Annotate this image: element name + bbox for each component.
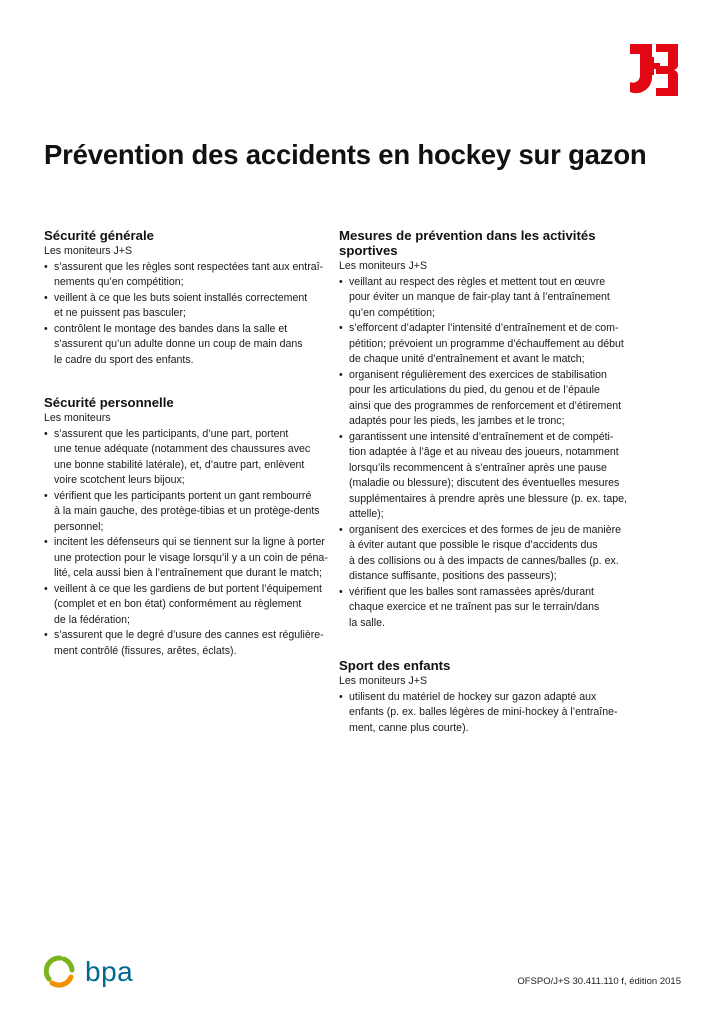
bullet-icon: • xyxy=(339,585,343,598)
bullet-list xyxy=(339,275,629,632)
bullet-icon: • xyxy=(339,322,343,334)
list-item xyxy=(44,291,334,322)
list-item xyxy=(44,322,334,369)
section-heading: Sécurité personnelle xyxy=(44,395,174,410)
js-logo xyxy=(628,44,680,96)
list-item-text: s’assurent que les règles sont respectées tant aux entraî- nements qu’en compétition; xyxy=(54,260,324,288)
section-intro: Les moniteurs J+S xyxy=(44,245,133,257)
list-item-text: incitent les défenseurs qui se tiennent sur la ligne à porter une protection pour le visage lorsqu’il y a un coin de péna- lité, cela aussi bien à l’entraînement que durant le match; xyxy=(54,536,328,579)
list-item-text: veillent à ce que les buts soient installés correctement et ne puissent pas basculer; xyxy=(54,291,308,319)
list-item-text: veillant au respect des règles et mettent tout en œuvre pour éviter un manque de fair-play tant à l’entraînement qu’en compétition; xyxy=(349,275,610,319)
list-item-text: contrôlent le montage des bandes dans la salle et s’assurent qu’un adulte donne un coup de main dans le cadre du sport des enfants. xyxy=(54,322,303,366)
section xyxy=(44,395,334,659)
bullet-icon: • xyxy=(339,368,343,381)
list-item xyxy=(44,582,334,629)
list-item-text: garantissent une intensité d’entraînement et de compéti- tion adaptée à l’âge et au niveau des joueurs, notamment lorsqu’ils recommencent à s’entraîner après une pause (maladie ou blessure); discutent des éventuelles mesures supplémentaires à prendre après une blessure (p. ex. tape, attelle); xyxy=(349,430,627,520)
list-item xyxy=(44,628,334,659)
bullet-icon: • xyxy=(44,427,48,440)
document-reference: OFSPO/J+S 30.411.110 f, édition 2015 xyxy=(517,976,681,987)
list-item xyxy=(339,368,629,430)
bullet-icon: • xyxy=(339,430,343,443)
list-item-text: vérifient que les balles sont ramassées après/durant chaque exercice et ne traînent pas sur le terrain/dans la salle. xyxy=(349,585,600,629)
bullet-icon: • xyxy=(44,291,48,304)
section-intro: Les moniteurs J+S xyxy=(339,675,428,687)
list-item-text: organisent des exercices et des formes de jeu de manière à éviter autant que possible le risque d’accidents dus à des collisions ou à des impacts de cannes/balles (p. ex. distance suffisante, positions des passeurs); xyxy=(349,523,622,582)
section-heading: Mesures de prévention dans les activités sportives xyxy=(339,228,596,258)
bullet-icon: • xyxy=(44,536,48,548)
list-item xyxy=(339,430,629,523)
list-item xyxy=(339,690,629,737)
list-item-text: utilisent du matériel de hockey sur gazon adapté aux enfants (p. ex. balles légères de mini-hockey à l’entraîne- ment, canne plus courte). xyxy=(349,690,618,734)
section-heading: Sport des enfants xyxy=(339,658,451,673)
bullet-list xyxy=(44,427,334,660)
bullet-icon: • xyxy=(44,629,48,641)
bullet-icon: • xyxy=(339,690,343,703)
bpa-logo-icon xyxy=(44,955,76,989)
section-intro: Les moniteurs xyxy=(44,412,111,424)
list-item xyxy=(339,523,629,585)
list-item xyxy=(339,321,629,368)
section-intro: Les moniteurs J+S xyxy=(339,260,428,272)
page-title: Prévention des accidents en hockey sur gazon xyxy=(44,139,647,170)
bpa-brand: bpa xyxy=(85,956,134,987)
list-item-text: s’assurent que les participants, d’une part, portent une tenue adéquate (notamment des chaussures avec une bonne stabilité latérale), et, d’autre part, enlèvent voire scotchent leurs bijoux; xyxy=(54,427,311,486)
list-item xyxy=(44,260,334,291)
list-item xyxy=(44,535,334,582)
section xyxy=(44,228,334,368)
bullet-icon: • xyxy=(44,260,48,273)
list-item xyxy=(339,275,629,322)
section-heading: Sécurité générale xyxy=(44,228,154,243)
left-column xyxy=(44,228,334,686)
list-item-text: organisent régulièrement des exercices de stabilisation pour les articulations du pied, du genou et de l’épaule ainsi que des programmes de renforcement et d’étirement adaptés pour les pieds, les jambes et le tronc; xyxy=(349,368,622,427)
list-item-text: vérifient que les participants portent un gant rembourré à la main gauche, des protège-tibias et un protège-dents personnel; xyxy=(54,489,320,533)
bullet-icon: • xyxy=(44,489,48,502)
bullet-icon: • xyxy=(44,582,48,595)
bullet-icon: • xyxy=(339,275,343,288)
section xyxy=(339,228,629,631)
right-column xyxy=(339,228,629,763)
bullet-list xyxy=(339,690,629,737)
bullet-list xyxy=(44,260,334,369)
section xyxy=(339,658,629,736)
list-item-text: s’efforcent d’adapter l’intensité d’entraînement et de com- pétition; prévoient un programme d’échauffement au début de chaque unité d’entraînement et avant le match; xyxy=(349,322,624,365)
list-item-text: veillent à ce que les gardiens de but portent l’équipement (complet et en bon état) conformément au règlement de la fédération; xyxy=(54,582,322,626)
bullet-icon: • xyxy=(44,322,48,335)
list-item xyxy=(44,489,334,536)
list-item-text: s’assurent que le degré d’usure des cannes est régulière- ment contrôlé (fissures, arêtes, éclats). xyxy=(54,629,324,657)
list-item xyxy=(339,585,629,632)
bullet-icon: • xyxy=(339,523,343,536)
list-item xyxy=(44,427,334,489)
